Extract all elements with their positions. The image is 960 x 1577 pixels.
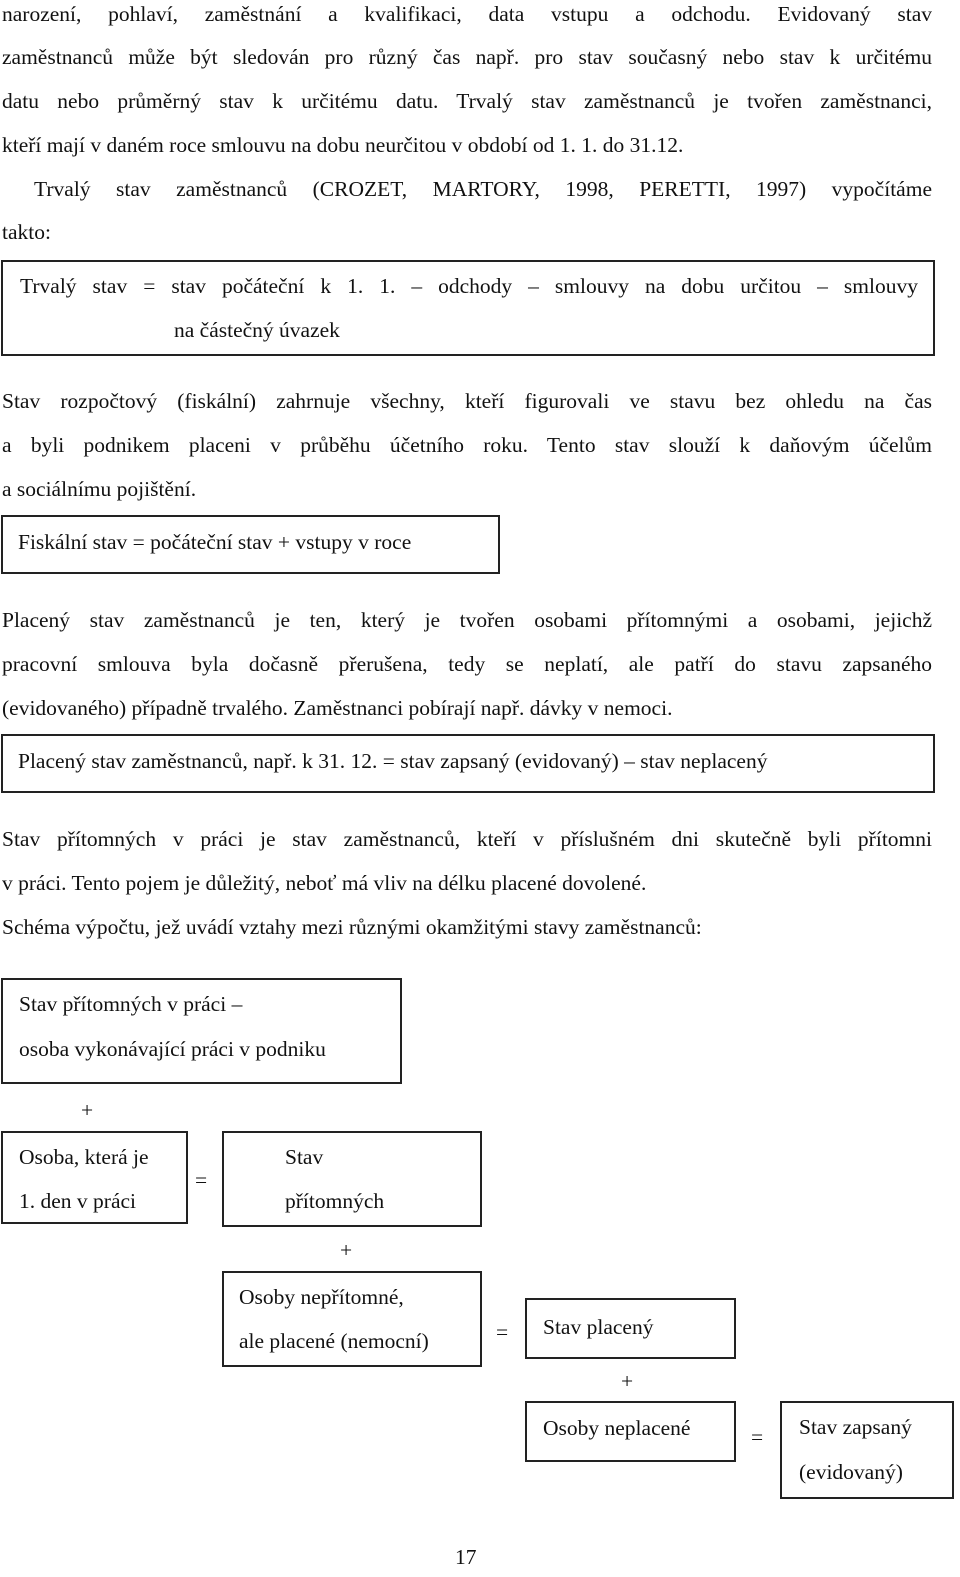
paragraph2-line-2: takto:: [2, 220, 51, 244]
paragraph5-line-3: Schéma výpočtu, jež uvádí vztahy mezi různými okamžitými stavy zaměstnanců:: [2, 915, 702, 939]
paragraph2-line-1: Trvalý stav zaměstnanců (CROZET, MARTORY, 1998, PERETTI, 1997) vypočítáme: [34, 177, 932, 201]
paragraph4-line-1: Placený stav zaměstnanců je ten, který je tvořen osobami přítomnými a osobami, jejichž: [2, 608, 932, 632]
paragraph1-line-1: narození, pohlaví, zaměstnání a kvalifikaci, data vstupu a odchodu. Evidovaný stav: [2, 2, 932, 26]
schema-box-osoby-neplacene: [525, 1401, 736, 1462]
schema-box-osoba-prvni-den: [1, 1131, 188, 1224]
paragraph5-line-1: Stav přítomných v práci je stav zaměstnanců, kteří v příslušném dni skutečně byli přítomni: [2, 827, 932, 851]
page-number: 17: [455, 1545, 477, 1569]
schema-box7-line-2: (evidovaný): [799, 1460, 903, 1484]
paragraph1-line-4: kteří mají v daném roce smlouvu na dobu neurčitou v období od 1. 1. do 31.12.: [2, 133, 684, 157]
schema-equals-3: =: [751, 1425, 764, 1449]
schema-box-stav-placeny: [525, 1298, 736, 1359]
schema-box5-line-1: Stav placený: [543, 1315, 654, 1339]
schema-box-stav-pritomnych-v-praci: [1, 978, 402, 1084]
paragraph3-line-3: a sociálnímu pojištění.: [2, 477, 197, 501]
schema-box-stav-zapsany: [780, 1401, 954, 1499]
formula-placeny-text: Placený stav zaměstnanců, např. k 31. 12. = stav zapsaný (evidovaný) – stav neplacený: [18, 749, 768, 773]
schema-plus-1: +: [81, 1098, 94, 1122]
schema-box3-line-1: Stav: [285, 1145, 324, 1169]
schema-equals-2: =: [496, 1320, 509, 1344]
schema-equals-1: =: [195, 1168, 208, 1192]
schema-box6-line-1: Osoby neplacené: [543, 1416, 691, 1440]
schema-box1-line-2: osoba vykonávající práci v podniku: [19, 1037, 326, 1061]
schema-box-stav-pritomnych: [222, 1131, 482, 1227]
paragraph1-line-3: datu nebo průměrný stav k určitému datu. Trvalý stav zaměstnanců je tvořen zaměstnanci,: [2, 89, 932, 113]
formula-trvaly-line-2: na částečný úvazek: [174, 318, 340, 342]
paragraph4-line-3: (evidovaného) případně trvalého. Zaměstnanci pobírají např. dávky v nemoci.: [2, 696, 673, 720]
paragraph4-line-2: pracovní smlouva byla dočasně přerušena, tedy se neplatí, ale patří do stavu zapsaného: [2, 652, 932, 676]
formula-fiskalni-text: Fiskální stav = počáteční stav + vstupy v roce: [18, 530, 412, 554]
schema-box2-line-1: Osoba, která je: [19, 1145, 149, 1169]
schema-box7-line-1: Stav zapsaný: [799, 1415, 912, 1439]
paragraph3-line-1: Stav rozpočtový (fiskální) zahrnuje všechny, kteří figurovali ve stavu bez ohledu na čas: [2, 389, 932, 413]
paragraph1-line-2: zaměstnanců může být sledován pro různý čas např. pro stav současný nebo stav k určitému: [2, 45, 932, 69]
paragraph3-line-2: a byli podnikem placeni v průběhu účetního roku. Tento stav slouží k daňovým účelům: [2, 433, 932, 457]
schema-box1-line-1: Stav přítomných v práci –: [19, 992, 243, 1016]
formula-box-placeny-stav: [1, 734, 935, 793]
schema-box4-line-1: Osoby nepřítomné,: [239, 1285, 404, 1309]
formula-box-fiskalni-stav: [1, 515, 500, 574]
formula-trvaly-line-1: Trvalý stav = stav počáteční k 1. 1. – odchody – smlouvy na dobu určitou – smlouvy: [20, 274, 918, 298]
schema-box4-line-2: ale placené (nemocní): [239, 1329, 429, 1353]
schema-box-osoby-neprítomne-placene: [222, 1271, 482, 1367]
schema-box3-line-2: přítomných: [285, 1189, 385, 1213]
schema-plus-2: +: [340, 1238, 353, 1262]
paragraph5-line-2: v práci. Tento pojem je důležitý, neboť má vliv na délku placené dovolené.: [2, 871, 647, 895]
formula-box-trvaly-stav: [1, 260, 935, 356]
schema-plus-3: +: [621, 1369, 634, 1393]
schema-box2-line-2: 1. den v práci: [19, 1189, 137, 1213]
